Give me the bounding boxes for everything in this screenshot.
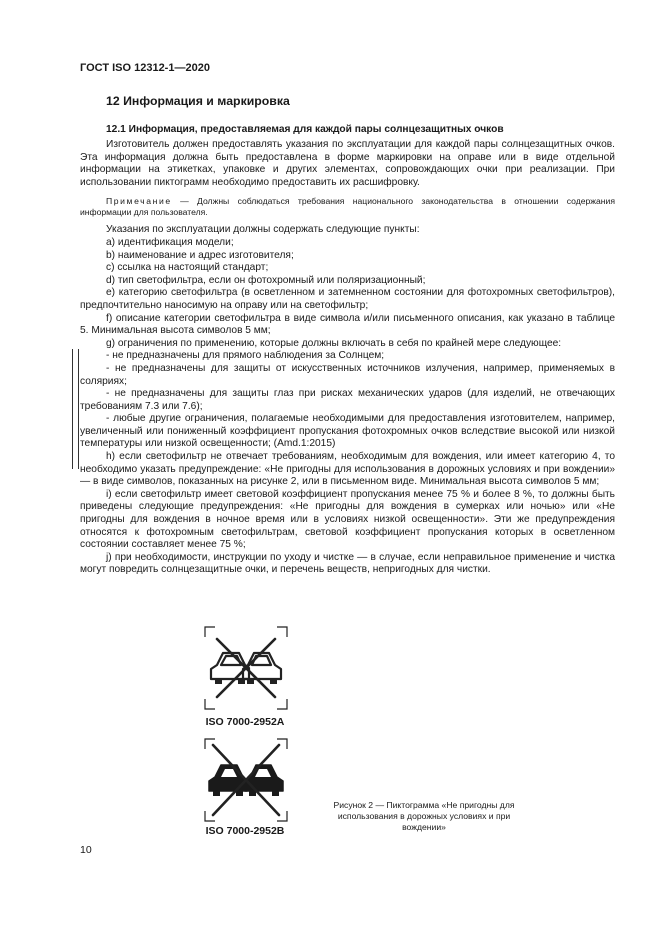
list-item-h: h) если светофильтр не отвечает требованиям, необходимым для вождения, или имеет категорию 4, то необходимо указать предупреждение: «Не пригодны для использования в дорожных условиях и при вождении» — в виде символов, показанных на рисунке 2, или в письменном виде. Минимальная высота символов 5 мм; — [80, 451, 615, 488]
list-item-f: f) описание категории светофильтра в виде символа и/или письменного описания, как указано в таблице 5. Минимальная высота символов 5 мм; — [80, 312, 615, 337]
pictogram-a-caption: ISO 7000-2952A — [205, 716, 285, 728]
body-text — [80, 139, 615, 577]
note-text: — Должны соблюдаться требования национального законодательства в отношении содержания информации для пользователя. — [80, 196, 615, 218]
figure-caption: Рисунок 2 — Пиктограмма «Не пригодны для использования в дорожных условиях и при вождении» — [333, 800, 515, 832]
amendment-margin-bar — [72, 349, 79, 469]
note-label: Примечание — [106, 196, 172, 207]
list-item-a: a) идентификация модели; — [106, 236, 234, 248]
pictogram-b-icon — [203, 737, 289, 823]
pictogram-b-caption: ISO 7000-2952B — [205, 825, 285, 837]
list-subitem-impact: - не предназначены для защиты глаз при рисках механических ударов (для изделий, не отвечающих требованиям 7.3 или 7.6); — [80, 388, 615, 412]
list-subitem-artificial: - не предназначены для защиты от искусственных источников излучения, например, применяемых в соляриях; — [80, 362, 615, 387]
list-item-j: j) при необходимости, инструкции по уходу и чистке — в случае, если неправильное применение и чистка могут повредить солнцезащитные очки, и перечень веществ, непригодных для чистки. — [80, 551, 615, 576]
pictogram-a-icon — [203, 625, 289, 711]
page-number: 10 — [80, 844, 92, 856]
section-title: 12 Информация и маркировка — [106, 94, 290, 108]
note-paragraph — [80, 196, 615, 218]
list-item-d: d) тип светофильтра, если он фотохромный или поляризационный; — [106, 274, 426, 286]
list-item-i: i) если светофильтр имеет световой коэффициент пропускания менее 75 % и более 8 %, то должны быть приведены следующие предупреждения: «Не пригодны для вождения в сумерках или ночью» или «Не пригодны для вождения в ночное время или в условиях низкой освещенности». Эти же предупреждения относятся к фотохромным светофильтрам, световой коэффициент пропускания которых в осветленном состоянии составляет менее 75 %; — [80, 488, 615, 551]
list-subitem-other: - любые другие ограничения, полагаемые необходимыми для предоставления изготовителем, например, увеличенный или пониженный коэффициент пропускания фотохромных очков вследствие высокой или низкой температуры или низкой освещенности; (Amd.1:2015) — [80, 413, 615, 450]
document-code-header: ГОСТ ISO 12312-1—2020 — [80, 62, 210, 74]
list-item-g: g) ограничения по применению, которые должны включать в себя по крайней мере следующее: — [106, 337, 562, 349]
intro-paragraph: Изготовитель должен предоставлять указания по эксплуатации для каждой пары солнцезащитных очков. Эта информация должна быть предоставлена в форме маркировки на оправе или в виде отдельной информации на этикетках, упаковке и других элементах, сопровождающих очки при реализации. При использовании пиктограмм необходимо предоставить их расшифровку. — [80, 139, 615, 188]
list-item-c: c) ссылка на настоящий стандарт; — [106, 262, 269, 274]
list-item-e: e) категорию светофильтра (в осветленном и затемненном состоянии для фотохромных светофильтров), предпочтительно наносимую на оправу или на светофильтр; — [80, 287, 615, 311]
list-item-b: b) наименование и адрес изготовителя; — [106, 249, 294, 261]
list-intro: Указания по эксплуатации должны содержать следующие пункты: — [106, 224, 420, 236]
list-subitem-sun: - не предназначены для прямого наблюдения за Солнцем; — [106, 350, 385, 362]
subsection-title: 12.1 Информация, предоставляемая для каждой пары солнцезащитных очков — [106, 124, 504, 135]
